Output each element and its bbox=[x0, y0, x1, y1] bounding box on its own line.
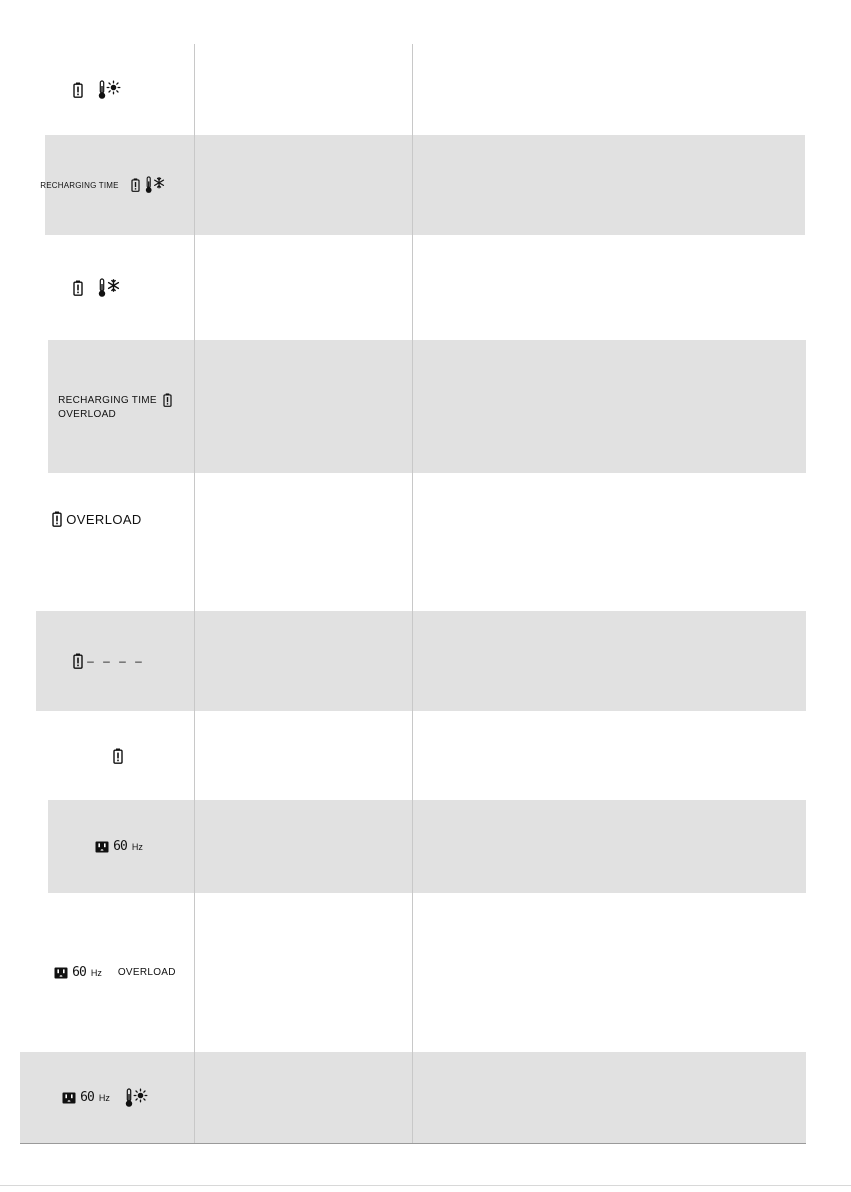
table-row bbox=[0, 893, 851, 1052]
display-cell bbox=[0, 340, 194, 473]
display-cell bbox=[0, 135, 194, 235]
ac-outlet-icon bbox=[62, 1092, 76, 1104]
display-indicator bbox=[73, 278, 121, 298]
display-indicator bbox=[95, 839, 143, 854]
frequency-digits: 60 bbox=[80, 1090, 94, 1105]
display-cell bbox=[0, 1052, 194, 1143]
frequency-unit: Hz bbox=[98, 1092, 110, 1103]
display-cell bbox=[0, 800, 194, 893]
display-cell bbox=[0, 611, 194, 711]
column-divider bbox=[412, 44, 413, 1144]
battery-alert-icon bbox=[163, 393, 172, 407]
table-bottom-border bbox=[20, 1143, 806, 1144]
display-indicator bbox=[73, 80, 121, 100]
display-indicator bbox=[113, 748, 123, 764]
display-cell bbox=[0, 711, 194, 800]
battery-alert-icon bbox=[131, 178, 140, 192]
display-indicator bbox=[62, 1088, 148, 1108]
table-row bbox=[0, 711, 851, 800]
frequency-unit: Hz bbox=[90, 967, 102, 978]
table-row bbox=[0, 135, 851, 235]
page-footer-rule bbox=[0, 1185, 851, 1186]
table-row bbox=[0, 1052, 851, 1143]
table-row bbox=[0, 611, 851, 711]
display-cell bbox=[0, 893, 194, 1052]
table-row bbox=[0, 340, 851, 473]
recharging-time-label: RECHARGING TIME bbox=[40, 180, 119, 190]
display-cell bbox=[0, 44, 194, 135]
display-indicator bbox=[54, 965, 176, 980]
table-row bbox=[0, 800, 851, 893]
frequency-unit: Hz bbox=[131, 841, 143, 852]
display-cell bbox=[0, 473, 194, 611]
frequency-digits: 60 bbox=[72, 965, 86, 980]
battery-alert-icon bbox=[73, 653, 83, 669]
ac-outlet-icon bbox=[95, 841, 109, 853]
overload-label: OVERLOAD bbox=[117, 967, 176, 978]
battery-alert-icon bbox=[113, 748, 123, 764]
column-divider bbox=[194, 44, 195, 1144]
display-indicator bbox=[58, 393, 172, 420]
display-cell bbox=[0, 235, 194, 340]
recharging-time-label: RECHARGING TIME bbox=[58, 394, 157, 406]
battery-alert-icon bbox=[73, 280, 83, 296]
frequency-digits: 60 bbox=[113, 839, 127, 854]
thermometer-sun-icon bbox=[124, 1088, 148, 1108]
display-indicator bbox=[40, 176, 165, 194]
overload-label: OVERLOAD bbox=[66, 511, 142, 527]
table-row bbox=[0, 44, 851, 135]
battery-alert-icon bbox=[73, 82, 83, 98]
thermometer-sun-icon bbox=[97, 80, 121, 100]
ac-outlet-icon bbox=[54, 967, 68, 979]
display-indicator bbox=[73, 653, 145, 669]
table-row bbox=[0, 473, 851, 611]
overload-label: OVERLOAD bbox=[58, 409, 117, 420]
battery-alert-icon bbox=[52, 511, 62, 527]
table-row bbox=[0, 235, 851, 340]
dashes-label: – – – – bbox=[87, 654, 145, 668]
display-indicator bbox=[52, 511, 141, 527]
thermometer-snow-icon bbox=[144, 176, 166, 194]
thermometer-snow-icon bbox=[97, 278, 121, 298]
